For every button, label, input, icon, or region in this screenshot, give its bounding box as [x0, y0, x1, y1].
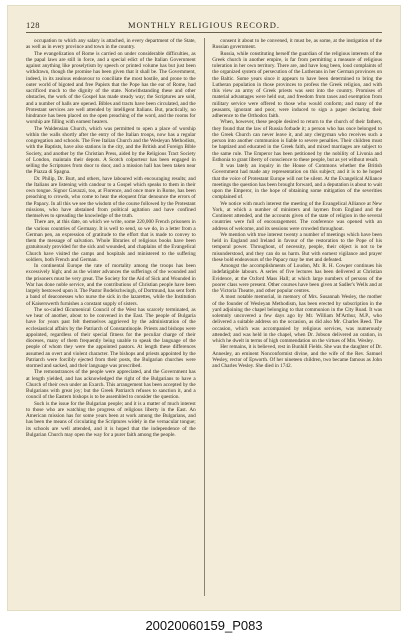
- text-columns: [26, 38, 382, 596]
- paragraph: Russia, while constituting herself the guardian of the religious interests of the Greek church in another empire, is far from permitting a measure of religious toleration in her own territory. There are, and have long been, loud complaints of the organized system of persecution of the Lutherans in her German provinces on the Baltic. Some years since it appears to have been determined to bring the Lutheran population in those provinces to profess the Greek religion, and with this view an army of Greek priests was sent into the country. Promises of material advantages were held out, and freedom from taxes and exemption from military service were offered to those who would conform; and many of the peasants, ignorant and poor, were induced to sign a paper declaring their adherence to the Orthodox faith.: [212, 50, 382, 119]
- paragraph: The Waldensian Church, which was permitted to open a place of worship within the walls shortly after the entry of the Italian troops, now has a regular congregation and schools. The Free Italian Church and the Wesleyan Methodists, with the Baptists, have also stations in the city, and the British and Foreign Bible Society, and another by the Christian Press, aided by the Religious Tract Society of London, maintain their depots. A Scotch colporteur has been engaged in selling the Scriptures from door to door, and a mission hall has been taken near the Piazza di Spagna.: [26, 125, 196, 176]
- paragraph: A most notable memorial, in memory of Mrs. Susannah Wesley, the mother of the founder of Wesleyan Methodism, has been erected by subscription in the yard adjoining the chapel belonging to that communion in the City Road. It was solemnly uncovered a few days ago by Mr. William M'Arthur, M.P., who delivered a suitable address on the occasion, as did also Mr. Charles Reed. The occasion, which was accompanied by religious services, was numerously attended; and was held in the chapel, when Dr. Jobson delivered an oration, in which he dwelt in terms of high commendation on the virtues of Mrs. Wesley.: [212, 294, 382, 344]
- journal-title: MONTHLY RELIGIOUS RECORD.: [127, 20, 281, 30]
- running-head: [26, 18, 382, 33]
- paragraph: We notice with much interest the meeting of the Evangelical Alliance at New York, at which a number of ministers and laymen from England and the Continent attended, and the accounts given of the state of religion in the several countries were full of encouragement. The conference was opened with an address of welcome, and its sessions were crowded throughout.: [212, 200, 382, 232]
- paragraph: We mention with true interest twenty a number of meetings which have been held in England and Ireland in favour of the restoration to the Pope of his temporal power. Throughout, of necessity, people, their object is not to be misunderstood, and they can do us harm. But with earnest vigilance and prayer these bold endeavours of the Papacy may be met and defeated.: [212, 231, 382, 263]
- paragraph: It was lately an inquiry in the House of Commons whether the British Government had made any representation on this subject; and it is to be hoped that the voice of Protestant Europe will not be silent. At the Evangelical Alliance meetings the question has been brought forward, and a deputation is about to wait upon the Emperor, in the hope of obtaining some mitigation of the severities complained of.: [212, 163, 382, 201]
- paragraph: occupation to which any salary is attached, in every department of the State, as well as in every province and town in the country.: [26, 38, 196, 51]
- page-number: 128: [26, 20, 40, 30]
- paragraph: Her remains, it is believed, rest in Bunhill Fields. She was the daughter of Dr. Annesley, an eminent Nonconformist divine, and the wife of the Rev. Samuel Wesley, rector of Epworth. Of her nineteen children, two became famous as John and Charles Wesley. She died in 1742.: [212, 344, 382, 369]
- book-page: [8, 6, 400, 610]
- paragraph: The evangelization of Rome is carried on under considerable difficulties, as the papal laws are still in force, and a special edict of the Italian Government against anything like proselytism by speech or printed volume has but just been withdrawn, though the promise has been given that it shall be. The Government, indeed, in its zealous endeavour to conciliate the most hostile, and prone to the outer world of bigoted and free Papists that the Pope has the ear of Rome, had sacrificed much to the dignity of the state. Notwithstanding these and other obstacles, the work of the Gospel has made steady way; the Scriptures are sold, and a number of halls are opened. Bibles and tracts have been circulated, and the Protestant services are well attended by intelligent Italians. But, practically, no hindrance has been placed on the open preaching of the word, and the rooms for worship are filling with earnest hearers.: [26, 50, 196, 126]
- paragraph: In continental Europe the rate of mortality among the troops has been excessively high; and as the winter advances the sufferings of the wounded and the prisoners must be very great. The Society for the Aid of Sick and Wounded in War has done noble service, and the contributions of Christian people have been largely bestowed upon it. The Pastor Bodelschwingh, of Dortmund, has sent forth a band of deaconesses who nurse the sick in the lazarettes, while the Institution of Kaiserswerth furnishes a constant supply of sisters.: [26, 263, 196, 307]
- left-column: [26, 38, 196, 596]
- paragraph: There are, at this date, on which we write, some 220,000 French prisoners in the various countries of Germany. It is well to send, so we do, in a letter from a German pen, an expression of gratitude to the effort that is made to convey to them the message of salvation. Whole libraries of religious books have been gratuitously provided for the sick and wounded, and chaplains of the Evangelical Church have visited the camps and hospitals and ministered to the suffering soldiers, both French and German.: [26, 219, 196, 263]
- paragraph: The so-called Œcumenical Council of the West has scarcely terminated, as we hear of another, about to be convened in the East. The people of Bulgaria have for years past felt themselves aggrieved by the administration of the ecclesiastical affairs by the Patriarch of Constantinople. Priests and bishops were appointed, regardless of their special fitness for the peculiar charge of their dioceses, many of them frequently being unable to speak the language of the people of whom they were the appointed pastors. At length these differences assumed an overt and violent character. The bishops and priests appointed by the Patriarch were forcibly ejected from their posts, the Bulgarian churches were stormed and sacked, and their language was proscribed.: [26, 306, 196, 369]
- paragraph: Amongst the accomplishments of Loudon, Mr. R. H. Cowper continues his indefatigable labours. A series of five lectures has been delivered at Christian Evidence, at the Oxford Mass Hall; at which large numbers of persons of the poorer class were present. Other courses have been given at Sadler's Wells and at the Victoria Theatre, and other popular centres.: [212, 263, 382, 294]
- image-caption: 20020060159_P083: [145, 618, 263, 633]
- paragraph: Dr. Philip, Dr. Burt, and others, have laboured with encouraging results; and the Italians are listening with candour to a Gospel which speaks to them in their own tongue. Signor Gavazzi, too, at Florence, and once more in Rome, has been preaching to crowds, who come to hear the eloquent friar denounce the errors of the Papacy. In all this we see the wisdom of the course followed by the Protestant missions, who have abstained from political agitation and have confined themselves to spreading the knowledge of the truth.: [26, 175, 196, 219]
- paragraph: When, however, these people desired to return to the church of their fathers, they found that the law of Russia forbade it; a person who has once belonged to the Greek Church can never leave it, and any clergyman who receives such a person into another communion is liable to severe penalties. Their children must be baptized and educated in the Greek faith, and mixed marriages are subject to the same rule. The Emperor has been petitioned by the nobility of Livonia and Esthonia to grant liberty of conscience to these people, but as yet without result.: [212, 119, 382, 163]
- paragraph: Such is the issue for the Bulgarian people; and it is a matter of much interest to those who are watching the progress of religious liberty in the East. An American mission has for some years been at work among the Bulgarians, and has been the means of circulating the Scriptures widely in the vernacular tongue; its schools are well attended, and it is hoped that the independence of the Bulgarian Church may open the way for a purer faith among the people.: [26, 400, 196, 438]
- column-divider: [204, 38, 205, 596]
- paragraph: consent it about to be convened, it must be, as some, at the instigation of the Russian government.: [212, 38, 382, 51]
- paragraph: The remonstrances of the people were appreciated, and the Government has at length yielded, and has acknowledged the right of the Bulgarians to have a Church of their own under an Exarch. This arrangement has been accepted by the Bulgarians with great joy; but the Greek Patriarch refuses to sanction it, and a council of the Eastern bishops is to be assembled to consider the question.: [26, 369, 196, 401]
- right-column: [212, 38, 382, 596]
